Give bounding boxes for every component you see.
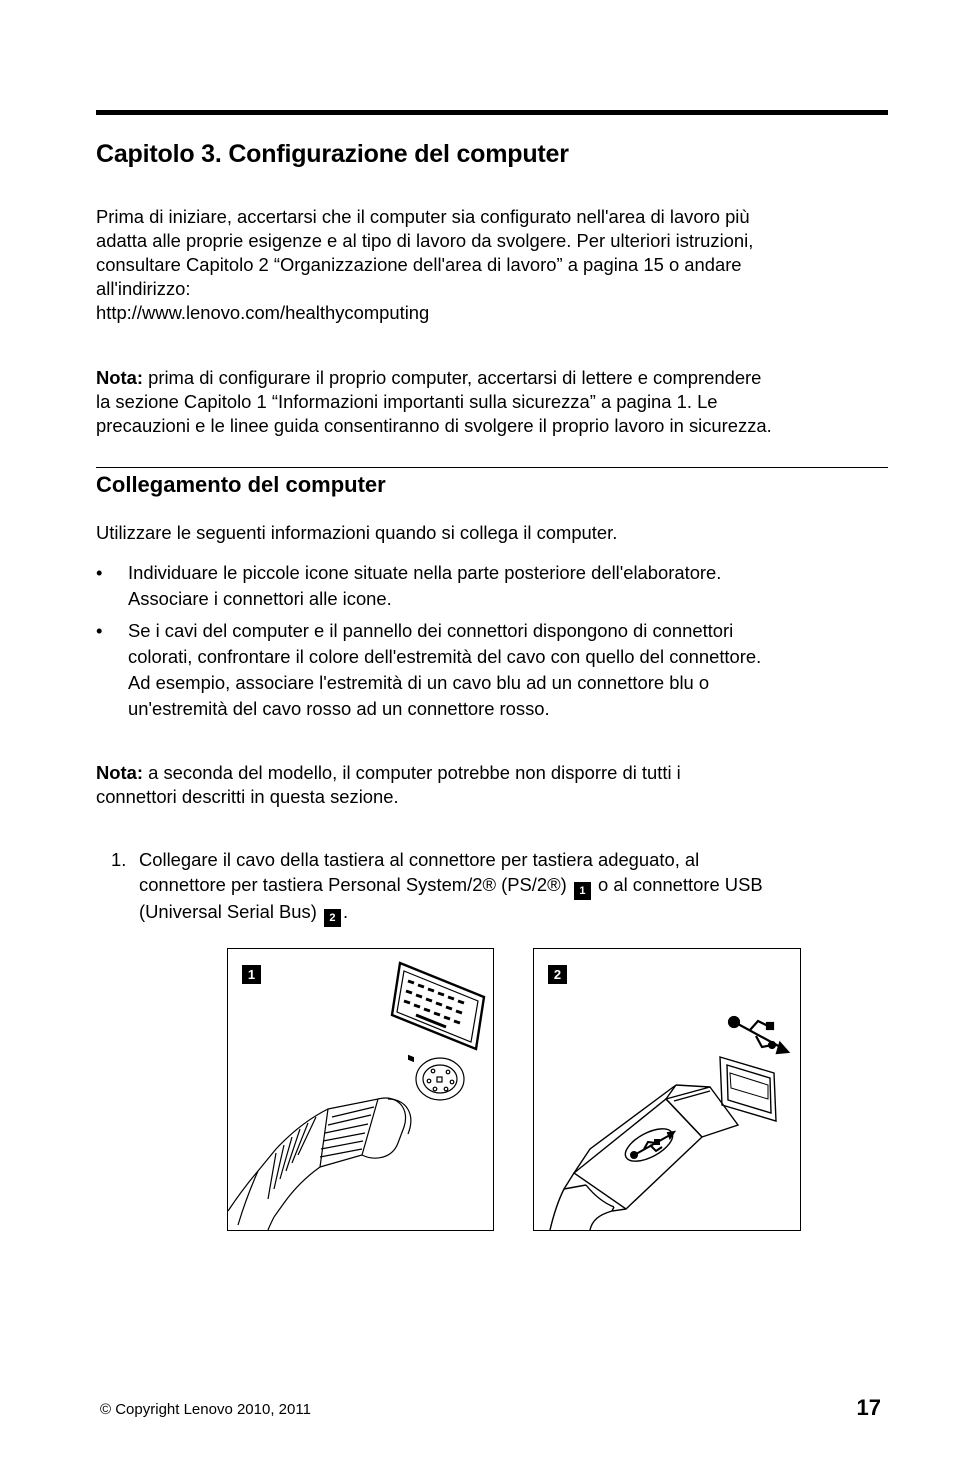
section-rule — [96, 467, 888, 468]
ps2-keyboard-connector-illustration — [228, 949, 493, 1230]
page-number: 17 — [856, 1395, 881, 1420]
bullet-line: Individuare le piccole icone situate nella parte posteriore dell'elaboratore. — [128, 562, 722, 583]
note-text: a seconda del modello, il computer potrebbe non disporre di tutti i — [143, 762, 681, 783]
usb-connector-illustration — [534, 949, 800, 1230]
chapter-title: Capitolo 3. Configurazione del computer — [96, 140, 569, 168]
bullet-line: colorati, confrontare il colore dell'estremità del cavo con quello del connettore. — [128, 646, 762, 667]
step-line: Collegare il cavo della tastiera al connettore per tastiera adeguato, al — [139, 849, 700, 870]
intro-line: all'indirizzo: — [96, 278, 191, 299]
intro-line: Prima di iniziare, accertarsi che il computer sia configurato nell'area di lavoro più — [96, 206, 750, 227]
step-line: connettore per tastiera Personal System/2® (PS/2®) 1 o al connettore USB — [139, 873, 889, 900]
note-label: Nota: — [96, 762, 143, 783]
callout-1: 1 — [574, 882, 591, 900]
section-title: Collegamento del computer — [96, 472, 386, 497]
bullet-mark: • — [96, 562, 103, 583]
note-text: prima di configurare il proprio computer, accertarsi di lettere e comprendere — [143, 367, 762, 388]
bullet-line: Se i cavi del computer e il pannello dei connettori dispongono di connettori — [128, 620, 734, 641]
bullet-line: Ad esempio, associare l'estremità di un cavo blu ad un connettore blu o — [128, 672, 710, 693]
bullet-mark: • — [96, 620, 103, 641]
intro-line: consultare Capitolo 2 “Organizzazione dell'area di lavoro” a pagina 15 o andare — [96, 254, 742, 275]
intro-url[interactable]: http://www.lenovo.com/healthycomputing — [96, 302, 430, 323]
note-models — [96, 761, 896, 809]
intro-line: adatta alle proprie esigenze e al tipo di lavoro da svolgere. Per ulteriori istruzioni, — [96, 230, 754, 251]
note-label: Nota: — [96, 367, 143, 388]
step-line: (Universal Serial Bus) 2 . — [139, 900, 889, 927]
figure-tag: 2 — [548, 965, 567, 984]
figure-ps2 — [227, 948, 494, 1231]
bullet-line: Associare i connettori alle icone. — [128, 588, 392, 609]
bullet-line: un'estremità del cavo rosso ad un connettore rosso. — [128, 698, 550, 719]
note-text: connettori descritti in questa sezione. — [96, 786, 399, 807]
note-safety — [96, 366, 896, 438]
note-text: precauzioni e le linee guida consentiranno di svolgere il proprio lavoro in sicurezza. — [96, 415, 772, 436]
callout-2: 2 — [324, 909, 341, 927]
section-intro: Utilizzare le seguenti informazioni quando si collega il computer. — [96, 522, 618, 543]
figure-usb — [533, 948, 801, 1231]
top-rule — [96, 110, 888, 115]
intro-paragraph — [96, 205, 896, 325]
step-number: 1. — [111, 849, 127, 870]
note-text: la sezione Capitolo 1 “Informazioni importanti sulla sicurezza” a pagina 1. Le — [96, 391, 718, 412]
figure-tag: 1 — [242, 965, 261, 984]
copyright: © Copyright Lenovo 2010, 2011 — [100, 1401, 311, 1418]
